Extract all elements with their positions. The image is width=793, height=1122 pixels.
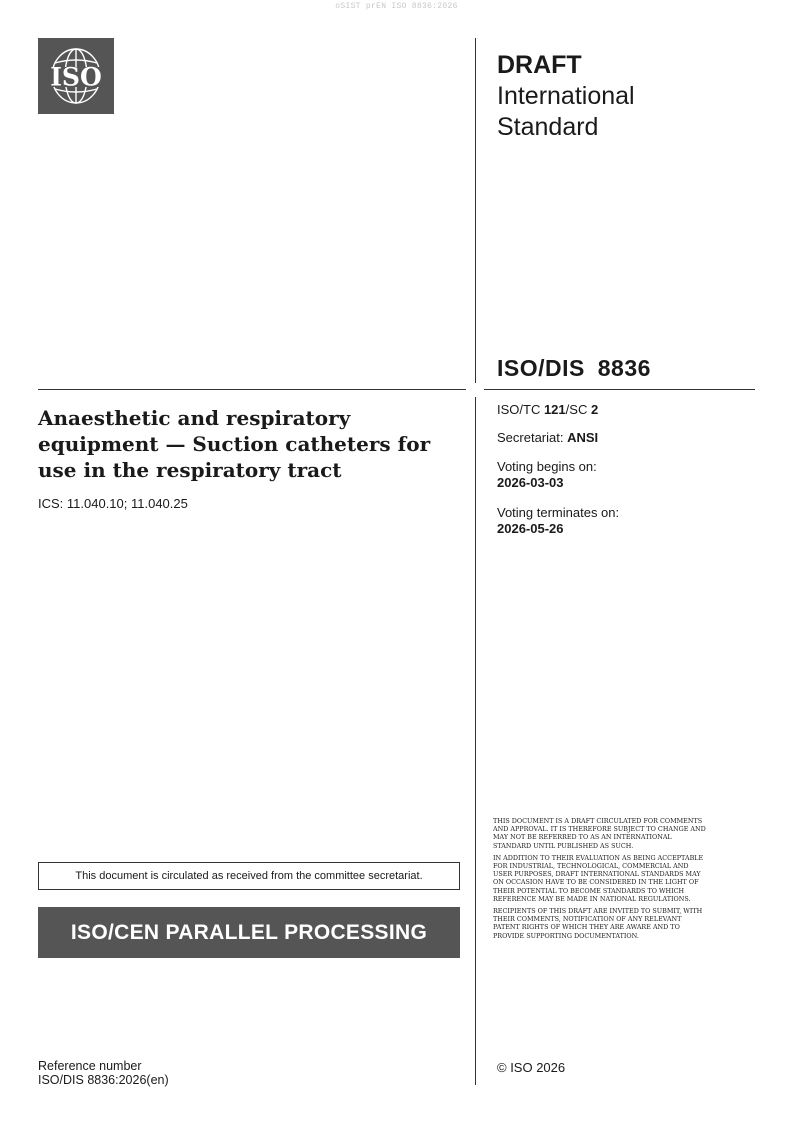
voting-terminates-label: Voting terminates on:: [497, 505, 620, 520]
voting-begins-label: Voting begins on:: [497, 459, 597, 474]
document-title: Anaesthetic and respiratory equipment — Suction catheters for use in the respiratory tract: [38, 406, 431, 482]
circulation-note: This document is circulated as received from the committee secretariat.: [38, 862, 460, 890]
committee-sc: 2: [590, 402, 599, 417]
notice-paragraph-2: IN ADDITION TO THEIR EVALUATION AS BEING ACCEPTABLE FOR INDUSTRIAL, TECHNOLOGICAL, COMMERCIAL AND USER PURPOSES, DRAFT INTERNATIONAL STANDARDS MAY ON OCCASION HAVE TO BE CONSIDERED IN THE LIGHT OF THEIR POTENTIAL TO BECOME STANDARDS TO WHICH REFERENCE MAY BE MADE IN NATIONAL REGULATIONS.: [493, 853, 704, 903]
notice-paragraph-3: RECIPIENTS OF THIS DRAFT ARE INVITED TO SUBMIT, WITH THEIR COMMENTS, NOTIFICATION OF ANY RELEVANT PATENT RIGHTS OF WHICH THEY ARE AWARE AND TO PROVIDE SUPPORTING DOCUMENTATION.: [493, 907, 703, 940]
voting-terminates-date: 2026-05-26: [497, 521, 564, 536]
iso-logo-text: ISO: [50, 62, 102, 92]
iso-logo-icon: [38, 38, 114, 114]
secretariat-value: ANSI: [567, 430, 599, 445]
secretariat-label: Secretariat:: [497, 430, 568, 445]
parallel-processing-banner: ISO/CEN PARALLEL PROCESSING: [38, 907, 460, 958]
notice-paragraph-1: THIS DOCUMENT IS A DRAFT CIRCULATED FOR COMMENTS AND APPROVAL. IT IS THEREFORE SUBJECT TO CHANGE AND MAY NOT BE REFERRED TO AS AN INTERNATIONAL STANDARD UNTIL PUBLISHED AS SUCH.: [493, 817, 706, 850]
voting-begins-date: 2026-03-03: [497, 475, 564, 490]
copyright: © ISO 2026: [497, 1060, 566, 1075]
standard-label: Standard: [497, 113, 599, 141]
committee-reference: [497, 402, 598, 418]
international-label: International: [497, 82, 635, 110]
voting-begins: [497, 459, 597, 491]
draft-label: DRAFT: [497, 51, 582, 79]
committee-tc: 121: [543, 402, 566, 417]
reference-value: ISO/DIS 8836:2026(en): [38, 1073, 169, 1087]
secretariat: [497, 430, 598, 446]
committee-sep: /SC: [565, 402, 591, 417]
vertical-divider-bottom: [475, 397, 476, 1085]
horizontal-divider-left: [38, 389, 466, 390]
document-number: ISO/DIS 8836: [497, 355, 651, 381]
vertical-divider-top: [475, 38, 476, 383]
voting-terminates: [497, 505, 619, 537]
draft-notice: [493, 817, 708, 944]
watermark: oSIST prEN ISO 8836:2026: [335, 2, 458, 11]
horizontal-divider-right: [484, 389, 755, 390]
reference-number: [38, 1059, 169, 1087]
ics-codes: ICS: 11.040.10; 11.040.25: [38, 496, 188, 511]
committee-prefix: ISO/TC: [497, 402, 544, 417]
reference-label: Reference number: [38, 1059, 142, 1073]
draft-heading: [497, 50, 635, 143]
